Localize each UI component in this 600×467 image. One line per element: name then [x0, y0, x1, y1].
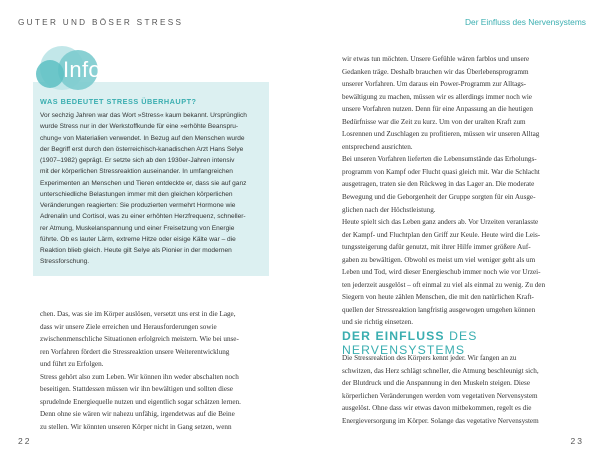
body-line: sprudelnde Energiequelle nutzen und eigentlich sogar schätzen lernen. [40, 397, 241, 406]
body-line: Bei unseren Vorfahren lieferten die Lebensumstände das Erholungs- [342, 155, 537, 164]
body-line: unserer Vorfahren. Um daraus ein Power-Programm zur Alltags- [342, 80, 527, 89]
body-line: bewältigung zu machen, müssen wir es allerdings immer noch wie [342, 92, 532, 101]
body-line: ausgetragen, traten sie den Rückweg in das Lager an. Die moderate [342, 180, 535, 189]
info-line: unterschiedliche Belastungen immer mit den gleichen körperlichen [40, 190, 233, 198]
body-line: Stress gehört also zum Leben. Wir können ihn weder abschalten noch [40, 372, 239, 381]
page-number-right: 23 [570, 436, 584, 446]
page-number-left: 22 [18, 436, 32, 446]
body-line: tungssteigerung dafür genutzt, mit ihrer Hilfe immer größere Auf- [342, 243, 531, 252]
body-line: der Kampf- und Fluchtplan den Griff zur Keule. Heute wird die Leis- [342, 230, 541, 239]
info-label: Info [63, 57, 101, 82]
body-line: entsprechend ausrichten. [342, 142, 413, 151]
body-line: Gedanken träge. Deshalb brauchen wir das Überlebensprogramm [342, 67, 529, 76]
info-line: Veränderungen reagierten: Sie produzierten vermehrt Hormone wie [40, 202, 236, 209]
body-line: Heute spielt sich das Leben ganz anders ab. Vor Urzeiten veranlasste [342, 218, 539, 227]
info-line: führte. Ob es lauter Lärm, extreme Hitze oder eisige Kälte war – die [40, 235, 236, 243]
body-line: Energieversorgung im Körper. Solange das vegetative Nervensystem [342, 416, 539, 425]
info-text [40, 110, 266, 268]
section-heading-rest: DES NERVENSYSTEMS [342, 329, 478, 357]
right-body-text [342, 53, 574, 329]
info-line: Vor sechzig Jahren war das Wort »Stress« kaum bekannt. Ursprünglich [40, 112, 247, 119]
body-line: programm von Kampf oder Flucht quasi gleich mit. War die Schlacht [342, 167, 540, 176]
body-line: Die Stressreaktion des Körpers kennt jeder. Wir fangen an zu [342, 354, 517, 362]
body-line: ten jederzeit ausgelöst – oft einmal zu viel als einmal zu wenig. Zu den [342, 280, 546, 289]
info-heading: WAS BEDEUTET STRESS ÜBERHAUPT? [40, 97, 197, 106]
body-line: Bedürfnisse war die Zeit zu kurz. Um von der uralten Kraft zum [342, 117, 526, 126]
body-line: beseitigen. Stattdessen müssen wir ihn bewältigen und sollten diese [40, 385, 233, 394]
info-line: rer Atmung, Muskelanspannung und einer Freisetzung von Energie [40, 224, 235, 232]
body-line: ausgelöst. Ohne dass wir etwas davon mitbekommen, regelt es die [342, 404, 532, 413]
body-line: Denn ohne sie wären wir nahezu unfähig, irgendetwas auf die Beine [40, 410, 235, 419]
info-line: wurde Stress nur in der Werkstoffkunde für eine »erhöhte Beanspru- [40, 123, 239, 131]
body-line: Losrennen und Zuschlagen zu profitieren, müssen wir unseren Alltag [342, 130, 540, 139]
info-circle-dark [36, 60, 64, 88]
body-line: wir etwas tun möchten. Unsere Gefühle wären farblos und unsere [342, 55, 530, 63]
body-line: Siegern von heute zählen Menschen, die mit den natürlichen Kraft- [342, 293, 534, 302]
body-line: Bewegung und die Geborgenheit der Gruppe sorgten für ein Ausge- [342, 193, 536, 202]
body-line: dass wir unsere Ziele erreichen und Herausforderungen sowie [40, 322, 217, 331]
info-line: (1907–1982) geprägt. Er setzte sich ab den 1930er-Jahren intensiv [40, 157, 235, 164]
body-line: zu stellen. Wir könnten unseren Körper nicht in Gang setzen, wenn [40, 422, 232, 431]
body-line: chen. Das, was sie im Körper auslösen, versetzt uns erst in die Lage, [40, 310, 236, 318]
body-line: und sie richtig einsetzen. [342, 318, 413, 327]
running-header-right: Der Einfluss des Nervensystems [464, 17, 586, 27]
body-line: körperlichen Veränderungen werden vom vegetativen Nervensystem [342, 391, 538, 400]
body-line: ren Vorfahren fördert die Stressreaktion unsere Weiterentwicklung [40, 347, 230, 356]
section-body-text [342, 352, 574, 427]
body-line: zwischenmenschliche Situationen erfolgreich meistern. Wie bei unse- [40, 335, 239, 344]
info-line: Stressforschung. [40, 258, 90, 266]
info-line: chung« von Materialien verwendet. In Bezug auf den Menschen wurde [40, 134, 245, 142]
info-line: Experimenten an Menschen und Tieren entdeckte er, dass sie auf ganz [40, 179, 247, 187]
section-heading-strong: DER EINFLUSS [342, 329, 445, 343]
body-line: glichen nach der Höchstleistung. [342, 205, 436, 214]
info-line: mit der körperlichen Stressreaktion auseinander. In umfangreichen [40, 168, 233, 176]
body-line: der Blutdruck und die Anspannung in den Muskeln steigen. Diese [342, 379, 531, 388]
body-line: unsere Vorfahren nutzen. Denn für eine Anpassung an die heutigen [342, 105, 533, 114]
body-line: gaben zu bewältigen. Obwohl es meist um viel weniger geht als um [342, 255, 536, 264]
body-line: quellen der Stressreaktion langfristig ausgewogen umgehen können [342, 305, 536, 314]
info-line: Adrenalin und Cortisol, was zu einer erhöhten Herzfrequenz, schneller- [40, 213, 246, 221]
running-header-left: GUTER UND BÖSER STRESS [18, 18, 184, 27]
body-line: und führt zu Erfolgen. [40, 360, 104, 369]
left-body-text [40, 308, 280, 433]
body-line: Leben und Tod, wird dieser Energieschub immer noch wie vor Urzei- [342, 268, 541, 277]
info-line: Reaktion blieb gleich. Heute gilt Selye als Pionier in der modernen [40, 247, 232, 254]
body-line: schwitzen, das Herz schlägt schneller, die Atmung beschleunigt sich, [342, 366, 539, 375]
info-line: der Begriff erst durch den österreichisch-kanadischen Arzt Hans Selye [40, 145, 244, 153]
